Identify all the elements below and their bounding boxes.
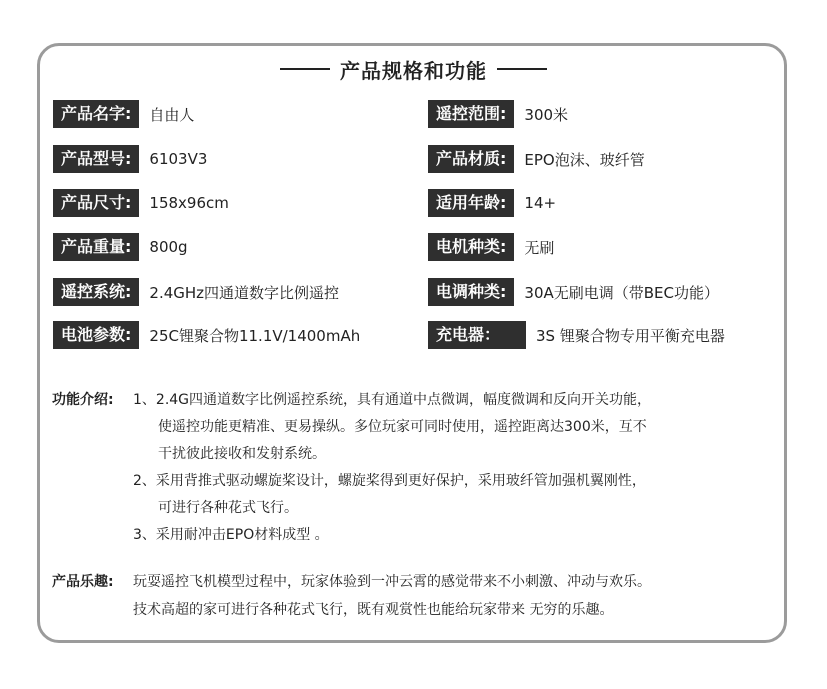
spec-value: 300米: [524, 105, 569, 124]
spec-value: 2.4GHz四通道数字比例遥控: [149, 283, 340, 302]
spec-row-material: [428, 145, 645, 173]
function-line: 可进行各种花式飞行。: [158, 500, 298, 516]
spec-row-charger: [428, 321, 725, 349]
spec-row-motor: [428, 233, 554, 261]
spec-value: 25C锂聚合物11.1V/1400mAh: [149, 326, 361, 345]
spec-row-remote-system: [53, 278, 339, 306]
spec-label: 电池参数:: [53, 321, 139, 349]
function-line: 3、采用耐冲击EPO材料成型 。: [133, 527, 329, 543]
title-rule-left: [280, 68, 330, 70]
spec-label: 产品型号:: [53, 145, 139, 173]
spec-value: 自由人: [149, 105, 195, 124]
spec-value: 800g: [149, 238, 188, 256]
spec-label: 充电器：: [428, 321, 526, 349]
spec-value: 6103V3: [149, 150, 208, 168]
function-line: 2、采用背推式驱动螺旋桨设计，螺旋桨得到更好保护，采用玻纤管加强机翼刚性，: [133, 473, 646, 489]
spec-label: 电调种类:: [428, 278, 514, 306]
spec-row-model: [53, 145, 207, 173]
title-rule-right: [497, 68, 547, 70]
fun-line: 玩耍遥控飞机模型过程中，玩家体验到一冲云霄的感觉带来不小刺激、冲动与欢乐。: [133, 574, 651, 590]
spec-value: 30A无刷电调（带BEC功能）: [524, 283, 719, 302]
spec-label: 遥控范围:: [428, 100, 514, 128]
spec-label: 产品尺寸:: [53, 189, 139, 217]
spec-label: 电机种类:: [428, 233, 514, 261]
function-line: 干扰彼此接收和发射系统。: [158, 446, 326, 462]
spec-row-battery: [53, 321, 360, 349]
function-line: 使遥控功能更精准、更易操纵。多位玩家可同时使用，遥控距离达300米，互不: [158, 419, 647, 435]
spec-value: 无刷: [524, 238, 555, 257]
spec-label: 产品名字:: [53, 100, 139, 128]
spec-value: 158x96cm: [149, 194, 229, 212]
spec-row-age: [428, 189, 556, 217]
spec-row-weight: [53, 233, 188, 261]
spec-row-size: [53, 189, 229, 217]
spec-label: 产品重量:: [53, 233, 139, 261]
page-title: 产品规格和功能: [340, 58, 487, 83]
spec-value: 14+: [524, 194, 557, 212]
spec-label: 遥控系统:: [53, 278, 139, 306]
spec-row-remote-range: [428, 100, 568, 128]
fun-line: 技术高超的家可进行各种花式飞行，既有观赏性也能给玩家带来 无穷的乐趣。: [133, 602, 614, 618]
spec-label: 适用年龄:: [428, 189, 514, 217]
spec-row-esc: [428, 278, 719, 306]
functions-label: 功能介绍:: [52, 392, 114, 408]
function-line: 1、2.4G四通道数字比例遥控系统，具有通道中点微调，幅度微调和反向开关功能，: [133, 392, 652, 408]
spec-value: 3S 锂聚合物专用平衡充电器: [536, 326, 725, 345]
spec-row-name: [53, 100, 194, 128]
spec-label: 产品材质:: [428, 145, 514, 173]
spec-value: EPO泡沫、玻纤管: [524, 150, 645, 169]
fun-label: 产品乐趣:: [52, 574, 114, 590]
title-row: [0, 56, 827, 82]
